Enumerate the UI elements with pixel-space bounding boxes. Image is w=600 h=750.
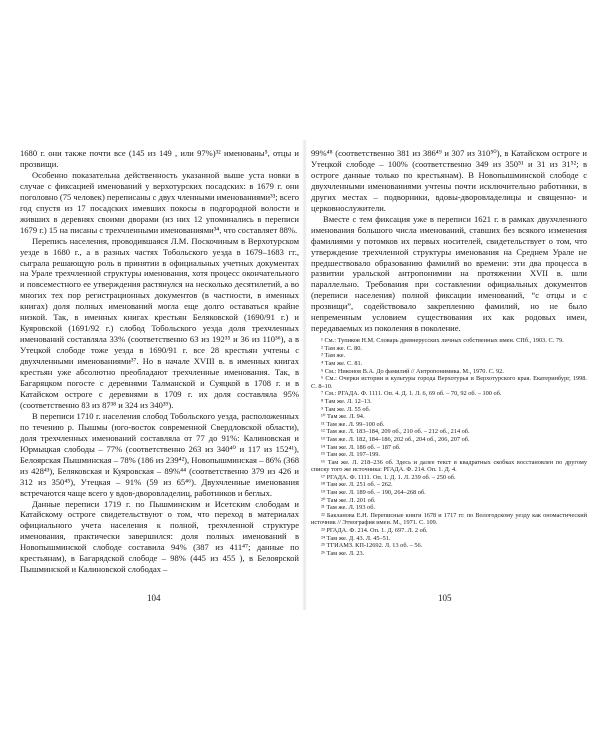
left-page	[20, 148, 299, 575]
right-page	[311, 148, 587, 557]
footnote: ²³ РГАДА. Ф. 214. Оп. 1. Д. 697. Л. 2 об.	[321, 527, 428, 535]
footnote: ⁴ Там же. С. 81.	[321, 359, 363, 367]
footnote: ²⁵ ТГИАМЗ. КП-12692. Л. 13 об. – 56.	[321, 542, 423, 550]
footnote: ²⁰ Там же. Л. 201 об.	[321, 496, 376, 504]
footnote: ¹⁷ РГАДА. Ф. 1111. Оп. 1. Д. 1. Л. 239 об. – 250 об.	[321, 473, 456, 481]
left-page-body	[20, 148, 299, 575]
footnote: ¹² Там же. Л. 183–184, 209 об., 210 об. – 212 об., 214 об.	[321, 428, 470, 436]
left-paragraph-1: 1680 г. они также почти все (145 из 149 , или 97%)³² именованы⁵, отцы и прозвищи.	[20, 148, 299, 169]
footnote: ²² Бакланова Е.Н. Переписные книги 1678 и 1717 гг. по Вологодскому уезду как ономастический источник // Этнография имен. М., 1971. С. 109.	[311, 511, 587, 527]
left-paragraph-4: В переписи 1710 г. населения слобод Тобольского уезда, расположенных по течению р. Пышмы (юго-восток современной Свердловской области), доля трехчленных именований составляла от 77 до 91%: Калиновская и Юрмыцкая слободы – 77% (соответственно 263 из 340⁴⁰ и 117 из 152⁴¹), Белоярская Пышминская – 78% (186 из 239⁴²), Новопышминская – 86% (368 из 428⁴³), Беляковская и Куяровская – 89%⁴⁴ (соответственно 379 из 426 и 312 из 350⁴⁵), Утецкая – 91% (59 из 65⁴⁶). Двухчленные именования встречаются чаще всего у вдов-дворовладелиц, работников и беглых.	[20, 410, 299, 498]
footnote: ²⁴ Там же. Д. 43. Л. 45–51.	[321, 534, 391, 542]
footnote: ¹⁰ Там же. Л. 94.	[321, 413, 365, 421]
footnote: ¹⁶ Там же. Л. 218–236 об. Здесь и далее текст в квадратных скобках восстановлен по другому списку того же источника: РГАДА. Ф. 214. Оп. 1. Д. 4.	[311, 458, 587, 474]
book-gutter	[302, 140, 307, 610]
footnote: ¹³ Там же. Л. 182, 184–186, 202 об., 204 об., 206, 207 об.	[321, 435, 470, 443]
footnote: ⁵ См.: Никонов В.А. До фамилий // Антропонимика. М., 1970. С. 92.	[321, 367, 504, 375]
page-number-right: 105	[438, 593, 452, 603]
footnote: ⁷ См.: РГАДА. Ф. 1111. Оп. 4. Д. 1. Л. 6, 69 об. – 70, 92 об. – 100 об.	[321, 390, 502, 398]
footnote: ⁹ Там же. Л. 55 об.	[321, 405, 371, 413]
footnote: ²⁶ Там же. Л. 23.	[321, 549, 365, 557]
footnote: ¹⁵ Там же. Л. 197–199.	[321, 451, 380, 459]
right-paragraph-1: 99%⁴⁸ (соответственно 381 из 386⁴⁹ и 307 из 310⁵⁰), в Катайском остроге и Утецкой слободе – 100% (соответственно 349 из 350⁵¹ и 31 из 31⁵²; в остроге данные только по крестьянам). В Новопышминской слободе с двухчленными именованиями учтены почти исключительно работники, в других местах – подворники, вдовы-дворовладелицы и священно- и церковнослужители.	[311, 148, 587, 213]
left-paragraph-5: Данные переписи 1719 г. по Пышминским и Исетским слободам и Катайскому остроге свидетельствуют о том, что переход в материалах официального учета населения к полной, трехчленной структуре именования, практически завершился: доля полных именований в Новопышминской слободе составила 94% (387 из 411⁴⁷; данные по крестьянам), в Багарядской слободе – 98% (445 из 455 ), в Белоярской Пышминской и Калиновской слободах –	[20, 498, 299, 575]
footnote: ⁸ Там же. Л. 12–13.	[321, 397, 372, 405]
footnotes	[311, 337, 587, 557]
footnote: ¹ См.: Тупиков Н.М. Словарь древнерусских личных собственных имен. СПб., 1903. С. 79.	[321, 337, 564, 345]
footnote: ¹⁹ Там же. Л. 189 об. – 190, 264–268 об.	[321, 489, 426, 497]
right-paragraph-2: Вместе с тем фиксация уже в переписи 1621 г. в рамках двухчленного именования большого числа именований, ставших без всякого изменения фамилиями у потомков их первых носителей, свидетельствует о том, что утверждение трехчленной структуры именования на Среднем Урале не предшествовало образованию фамилий во времени: эти два процесса в развитии уральской антропонимии на протяжении XVII в. шли параллельно. Требования при составлении официальных документов (переписи населения) полной фиксации именований, “с отцы и с прозвищи”, содействовало закреплению фамилий, но не было непременным условием существования их как родовых имен, передаваемых из поколения в поколение.	[311, 213, 587, 334]
left-paragraph-2: Особенно показательна действенность указанной выше уста новки в случае с фиксацией именований у верхотурских посадских: в 1679 г. они поголовно (75 человек) переписаны с двух членными именованиями³³; всего год спустя из 17 посадских имевших покосы в подгородной волости и живших в деревнях своими дворами (из них 12 упоминались в переписи 1679 г.) 15 на писаны с трехчленными именованиями³⁴, что составляет 88%.	[20, 169, 300, 235]
left-paragraph-3: Перепись населения, проводившаяся Л.М. Поскочиным в Верхотурском уезде в 1680 г., а в разных частях Тобольского уезда в 1679–1683 гг., сыграла решающую роль в принятии в официальных учетных документах на Урале трехчленной структуры именования, хотя процесс окончательного и повсеместного ее утверждения растянулся на несколько десятилетий, а во многих тех пор регистрационных документов (в частности, в именных книгах) доля полных именований могла еще долго оставаться крайне низкой. Так, в именных книгах крестьян Беляковской (1690/91 г.) и Куяровской (1691/92 г.) слобод Тобольского уезда доля трехчленных именований составляла 33% (соответственно 63 из 192³⁵ и 36 из 110³⁶), а в Утецкой слободе тоже уезда в 1690/91 г. все 28 крестьян учтены с двухчленными именованиями³⁷. Но в начале XVIII в. в именных книгах крестьян уже абсолютно преобладают трехчленные именования. Так, в Багаряцком погосте с деревнями Талманской и Суяцкой в 1708 г. и в Катайском остроге с деревнями в 1709 г. их доля составляла 95% (соответственно 83 из 87³⁸ и 324 из 340³⁹).	[20, 235, 299, 410]
footnote: ¹¹ Там же. Л. 99–100 об.	[321, 420, 385, 428]
footnote: ⁶ См.: Очерки истории и культуры города Верхотурья и Верхотурского края. Екатеринбург, 1998. С. 8–10.	[311, 375, 587, 390]
page-number-left: 104	[147, 593, 161, 603]
footnote: ¹⁸ Там же. Л. 251 об. – 262.	[321, 481, 393, 489]
right-page-body	[311, 148, 587, 334]
footnote: ³ Там же.	[321, 352, 346, 360]
footnote: ¹⁴ Там же. Л. 186 об. – 187 об.	[321, 443, 401, 451]
footnote: ²¹ Там же. Л. 193 об.	[321, 504, 375, 512]
footnote: ² Там же. С. 80.	[321, 344, 362, 352]
